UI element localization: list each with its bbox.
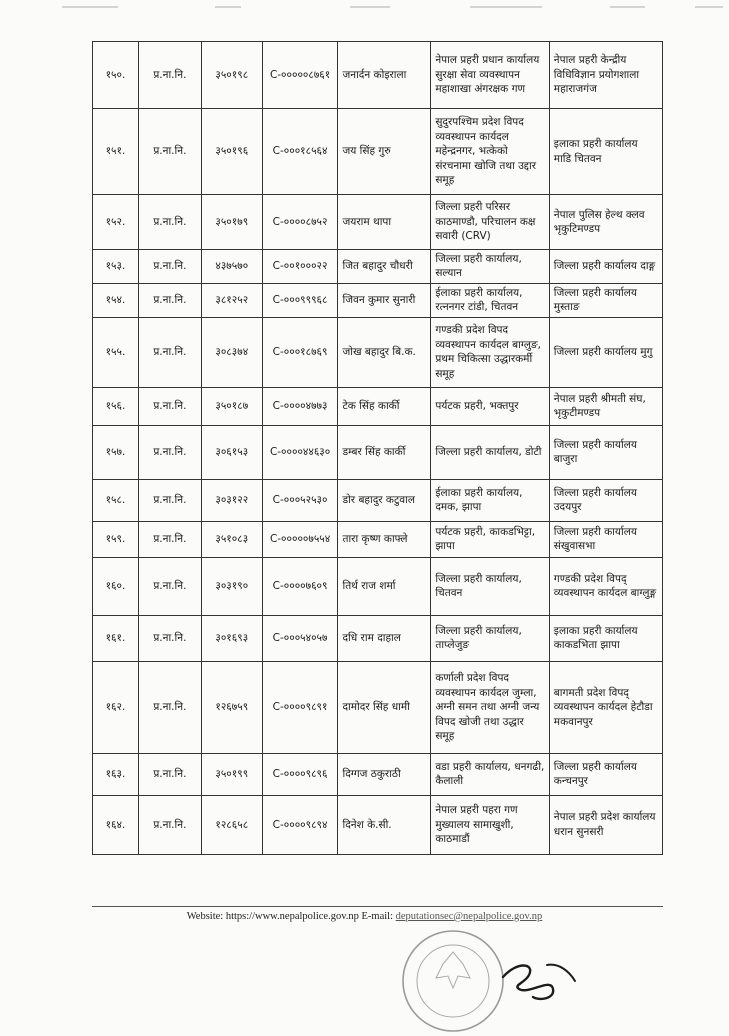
employee-code: १२६७५९ xyxy=(201,661,262,753)
employee-code: ३५०१९६ xyxy=(201,109,262,195)
new-posting: इलाका प्रहरी कार्यालय माडि चितवन xyxy=(549,109,662,195)
employee-code: ३८१२५२ xyxy=(201,283,262,317)
rank: प्र.ना.नि. xyxy=(138,615,201,661)
personnel-id: C-००१०००२२ xyxy=(262,250,338,284)
employee-code: १२८६५८ xyxy=(201,795,262,854)
current-posting: पर्यटक प्रहरी, भक्तपुर xyxy=(431,387,549,425)
current-posting: कर्णाली प्रदेश विपद व्यवस्थापन कार्यदल जुम्ला, अग्नी समन तथा अग्नी जन्य विपद खोजी तथा उद्धार समूह xyxy=(431,661,549,753)
officer-name: जित बहादुर चौधरी xyxy=(338,250,431,284)
emblem-icon xyxy=(436,952,470,988)
employee-code: ३०६१५३ xyxy=(201,425,262,479)
employee-code: ३५०१९८ xyxy=(201,42,262,109)
personnel-id: C-०००१८५६४ xyxy=(262,109,338,195)
current-posting: जिल्ला प्रहरी परिसर काठमाण्डौ, परिचालन कक्ष सवारी (CRV) xyxy=(431,195,549,250)
officer-name: दिनेश के.सी. xyxy=(338,795,431,854)
new-posting: नेपाल पुलिस हेल्थ क्लव भृकुटिमण्डप xyxy=(549,195,662,250)
current-posting: नेपाल प्रहरी प्रधान कार्यालय सुरक्षा सेवा व्यवस्थापन महाशाखा अंगरक्षक गण xyxy=(431,42,549,109)
current-posting: नेपाल प्रहरी पहरा गण मुख्यालय सामाखुशी, काठमाडौं xyxy=(431,795,549,854)
rank: प्र.ना.नि. xyxy=(138,195,201,250)
new-posting: नेपाल प्रहरी केन्द्रीय विधिविज्ञान प्रयोगशाला महाराजगंज xyxy=(549,42,662,109)
top-edge-marks xyxy=(0,6,729,12)
rank: प्र.ना.नि. xyxy=(138,283,201,317)
personnel-id: C-०००००८७६१ xyxy=(262,42,338,109)
officer-name: डम्बर सिंह कार्की xyxy=(338,425,431,479)
officer-name: जयराम थापा xyxy=(338,195,431,250)
table-row xyxy=(93,283,663,317)
personnel-id: C-००००९८९४ xyxy=(262,795,338,854)
current-posting: जिल्ला प्रहरी कार्यालय, डोटी xyxy=(431,425,549,479)
employee-code: ३५०१९९ xyxy=(201,753,262,795)
employee-code: ३०८३७४ xyxy=(201,317,262,387)
footer-divider xyxy=(92,906,663,907)
table-body xyxy=(93,42,663,855)
new-posting: इलाका प्रहरी कार्यालय काकडभिता झापा xyxy=(549,615,662,661)
table-row xyxy=(93,753,663,795)
current-posting: पर्यटक प्रहरी, काकडभिट्टा, झापा xyxy=(431,521,549,557)
current-posting: जिल्ला प्रहरी कार्यालय, सल्यान xyxy=(431,250,549,284)
rank: प्र.ना.नि. xyxy=(138,387,201,425)
table-row xyxy=(93,615,663,661)
serial-number: १५७. xyxy=(93,425,139,479)
footer-contact xyxy=(0,911,729,922)
rank: प्र.ना.नि. xyxy=(138,795,201,854)
personnel-id: C-००००८७५२ xyxy=(262,195,338,250)
table-row xyxy=(93,425,663,479)
rank: प्र.ना.नि. xyxy=(138,317,201,387)
email-link[interactable]: deputationsec@nepalpolice.gov.np xyxy=(395,911,543,922)
current-posting: जिल्ला प्रहरी कार्यालय, ताप्लेजुङ xyxy=(431,615,549,661)
new-posting: बागमती प्रदेश विपद् व्यवस्थापन कार्यदल हेटौडा मकवानपुर xyxy=(549,661,662,753)
officer-name: जनार्दन कोइराला xyxy=(338,42,431,109)
personnel-id: C-०००५२५३० xyxy=(262,479,338,521)
table-row xyxy=(93,387,663,425)
serial-number: १५९. xyxy=(93,521,139,557)
officer-name: दिग्गज ठकुराठी xyxy=(338,753,431,795)
officer-name: दामोदर सिंह धामी xyxy=(338,661,431,753)
new-posting: नेपाल प्रहरी श्रीमती संघ, भृकुटीमण्डप xyxy=(549,387,662,425)
personnel-id: C-०००९९९६८ xyxy=(262,283,338,317)
serial-number: १५४. xyxy=(93,283,139,317)
serial-number: १५३. xyxy=(93,250,139,284)
rank: प्र.ना.नि. xyxy=(138,661,201,753)
table-row xyxy=(93,317,663,387)
personnel-id: C-०००००७५५४ xyxy=(262,521,338,557)
new-posting: जिल्ला प्रहरी कार्यालय मुस्ताङ xyxy=(549,283,662,317)
serial-number: १६१. xyxy=(93,615,139,661)
current-posting: वडा प्रहरी कार्यालय, धनगढी, कैलाली xyxy=(431,753,549,795)
rank: प्र.ना.नि. xyxy=(138,521,201,557)
rank: प्र.ना.नि. xyxy=(138,109,201,195)
personnel-id: C-०००१८७६९ xyxy=(262,317,338,387)
personnel-id: C-००००९८९६ xyxy=(262,753,338,795)
personnel-id: C-०००५४०५७ xyxy=(262,615,338,661)
employee-code: ३५१०८३ xyxy=(201,521,262,557)
serial-number: १६३. xyxy=(93,753,139,795)
new-posting: जिल्ला प्रहरी कार्यालय मुगु xyxy=(549,317,662,387)
table-row xyxy=(93,521,663,557)
serial-number: १६४. xyxy=(93,795,139,854)
officer-name: जय सिंह गुरु xyxy=(338,109,431,195)
serial-number: १५०. xyxy=(93,42,139,109)
rank: प्र.ना.नि. xyxy=(138,753,201,795)
personnel-id: C-००००९८९१ xyxy=(262,661,338,753)
official-seal-stamp xyxy=(398,926,508,1036)
serial-number: १५६. xyxy=(93,387,139,425)
new-posting: जिल्ला प्रहरी कार्यालय उदयपुर xyxy=(549,479,662,521)
table-row xyxy=(93,195,663,250)
personnel-id: C-००००४४६३० xyxy=(262,425,338,479)
employee-code: ३०३१९० xyxy=(201,557,262,615)
new-posting: जिल्ला प्रहरी कार्यालय संखुवासभा xyxy=(549,521,662,557)
personnel-id: C-००००७६०९ xyxy=(262,557,338,615)
officer-name: डोर बहादुर कटुवाल xyxy=(338,479,431,521)
new-posting: गण्डकी प्रदेश विपद् व्यवस्थापन कार्यदल बाग्लुङ्ग xyxy=(549,557,662,615)
current-posting: जिल्ला प्रहरी कार्यालय, चितवन xyxy=(431,557,549,615)
rank: प्र.ना.नि. xyxy=(138,425,201,479)
serial-number: १६२. xyxy=(93,661,139,753)
table-row xyxy=(93,661,663,753)
officer-name: जोख बहादुर बि.क. xyxy=(338,317,431,387)
officer-name: तिर्थ राज शर्मा xyxy=(338,557,431,615)
signature xyxy=(495,955,585,1005)
new-posting: नेपाल प्रहरी प्रदेश कार्यालय धरान सुनसरी xyxy=(549,795,662,854)
table-row xyxy=(93,109,663,195)
serial-number: १५१. xyxy=(93,109,139,195)
new-posting: जिल्ला प्रहरी कार्यालय बाजुरा xyxy=(549,425,662,479)
transfer-list-table xyxy=(92,41,663,855)
officer-name: जिवन कुमार सुनारी xyxy=(338,283,431,317)
current-posting: गण्डकी प्रदेश विपद व्यवस्थापन कार्यदल बाग्लुङ, प्रथम चिकित्सा उद्धारकर्मी समूह xyxy=(431,317,549,387)
current-posting: ईलाका प्रहरी कार्यालय, दमक, झापा xyxy=(431,479,549,521)
website-label: Website: https://www.nepalpolice.gov.np E-mail: xyxy=(186,911,394,922)
table-row xyxy=(93,557,663,615)
serial-number: १५८. xyxy=(93,479,139,521)
serial-number: १५२. xyxy=(93,195,139,250)
officer-name: दधि राम दाहाल xyxy=(338,615,431,661)
new-posting: जिल्ला प्रहरी कार्यालय कन्चनपुर xyxy=(549,753,662,795)
table-row xyxy=(93,250,663,284)
rank: प्र.ना.नि. xyxy=(138,479,201,521)
employee-code: ४३७५७० xyxy=(201,250,262,284)
table-row xyxy=(93,479,663,521)
employee-code: ३५०१८७ xyxy=(201,387,262,425)
rank: प्र.ना.नि. xyxy=(138,250,201,284)
rank: प्र.ना.नि. xyxy=(138,42,201,109)
serial-number: १५५. xyxy=(93,317,139,387)
officer-name: टेक सिंह कार्की xyxy=(338,387,431,425)
table-row xyxy=(93,795,663,854)
officer-name: तारा कृष्ण काफ्ले xyxy=(338,521,431,557)
current-posting: सुदुरपश्चिम प्रदेश विपद व्यवस्थापन कार्यदल महेन्द्रनगर, भत्केको संरचनामा खोजि तथा उद्दार समूह xyxy=(431,109,549,195)
new-posting: जिल्ला प्रहरी कार्यालय दाङ्ग xyxy=(549,250,662,284)
current-posting: ईलाका प्रहरी कार्यालय, रत्ननगर टांडी, चितवन xyxy=(431,283,549,317)
employee-code: ३०१६९३ xyxy=(201,615,262,661)
personnel-id: C-००००४७७३ xyxy=(262,387,338,425)
employee-code: ३५०१७९ xyxy=(201,195,262,250)
table-row xyxy=(93,42,663,109)
serial-number: १६०. xyxy=(93,557,139,615)
employee-code: ३०३१२२ xyxy=(201,479,262,521)
rank: प्र.ना.नि. xyxy=(138,557,201,615)
